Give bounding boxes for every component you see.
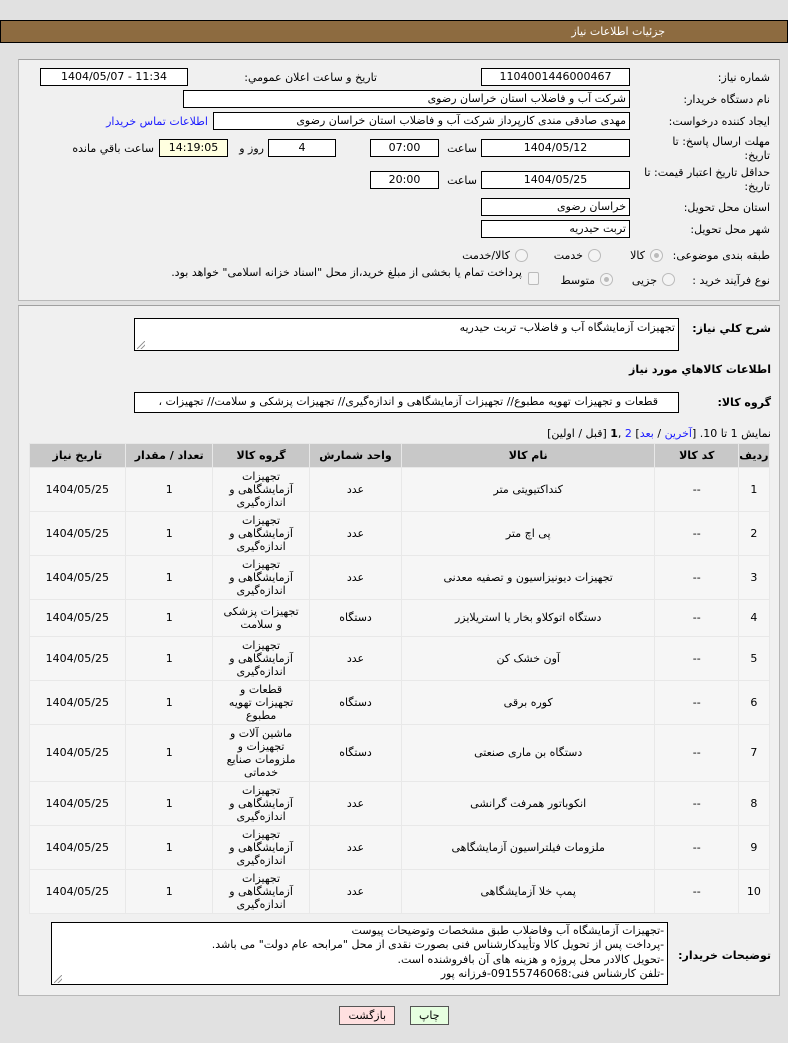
category-radio-service[interactable] bbox=[588, 249, 601, 262]
cell-row-number: 4 bbox=[739, 600, 768, 636]
cell-item-name: کوره برقی bbox=[402, 681, 654, 724]
cell-need-date: 1404/05/25 bbox=[30, 870, 126, 913]
deadline-date-field[interactable]: 1404/05/12 bbox=[481, 139, 630, 157]
cell-quantity: 1 bbox=[126, 637, 212, 680]
cell-need-date: 1404/05/25 bbox=[30, 512, 126, 555]
cell-item-code: -- bbox=[655, 600, 738, 636]
buyer-note-line: -تجهیزات آزمایشگاه آب وفاضلاب طبق مشخصات وتوضیحات پیوست bbox=[351, 923, 665, 937]
resize-grip-icon[interactable] bbox=[54, 975, 62, 983]
cell-item-group: تجهیزات آزمایشگاهی و اندازه‌گیری bbox=[213, 556, 309, 599]
column-header-item-name: نام کالا bbox=[402, 444, 654, 467]
deadline-time-label: ساعت bbox=[447, 142, 477, 155]
table-row[interactable] bbox=[30, 870, 769, 913]
table-row[interactable] bbox=[30, 556, 769, 599]
cell-item-group: تجهیزات آزمایشگاهی و اندازه‌گیری bbox=[213, 870, 309, 913]
days-label: روز و bbox=[239, 142, 264, 155]
cell-unit: دستگاه bbox=[310, 600, 401, 636]
cell-item-name: کنداکتیویتی متر bbox=[402, 468, 654, 511]
cell-row-number: 5 bbox=[739, 637, 768, 680]
buyer-contact-link[interactable]: اطلاعات تماس خریدار bbox=[106, 115, 208, 128]
category-option-service: خدمت bbox=[553, 249, 583, 262]
creator-label: ایجاد کننده درخواست: bbox=[668, 115, 770, 128]
cell-item-group: تجهیزات پزشکی و سلامت bbox=[213, 600, 309, 636]
cell-item-group: تجهیزات آزمایشگاهی و اندازه‌گیری bbox=[213, 468, 309, 511]
cell-quantity: 1 bbox=[126, 600, 212, 636]
goods-panel bbox=[18, 305, 780, 996]
validity-time-label: ساعت bbox=[447, 174, 477, 187]
back-button[interactable]: بازگشت bbox=[339, 1006, 395, 1025]
pagination-bracket: ] bbox=[631, 426, 640, 440]
process-option-medium: متوسط bbox=[560, 274, 595, 287]
deadline-time-field[interactable]: 07:00 bbox=[370, 139, 439, 157]
cell-need-date: 1404/05/25 bbox=[30, 782, 126, 825]
cell-need-date: 1404/05/25 bbox=[30, 468, 126, 511]
cell-need-date: 1404/05/25 bbox=[30, 826, 126, 869]
table-row[interactable] bbox=[30, 681, 769, 724]
pagination-range: نمایش 1 تا 10. [ bbox=[691, 426, 771, 440]
cell-quantity: 1 bbox=[126, 782, 212, 825]
cell-unit: عدد bbox=[310, 512, 401, 555]
page-header bbox=[0, 20, 788, 43]
pagination-comma: , bbox=[617, 426, 625, 440]
column-header-item-group: گروه کالا bbox=[213, 444, 309, 467]
cell-unit: عدد bbox=[310, 468, 401, 511]
cell-row-number: 1 bbox=[739, 468, 768, 511]
cell-row-number: 6 bbox=[739, 681, 768, 724]
creator-field[interactable]: مهدی صادقی مندی کارپرداز شرکت آب و فاضلاب استان خراسان رضوی bbox=[213, 112, 630, 130]
column-header-unit: واحد شمارش bbox=[310, 444, 401, 467]
announce-label: تاریخ و ساعت اعلان عمومي: bbox=[244, 71, 377, 84]
buyer-notes-textarea[interactable] bbox=[51, 922, 668, 985]
cell-item-group: ماشین آلات و تجهیزات و ملزومات صنایع خدماتی bbox=[213, 725, 309, 781]
cell-item-code: -- bbox=[655, 681, 738, 724]
cell-item-name: انکوباتور همرفت گرانشی bbox=[402, 782, 654, 825]
process-label: نوع فرآیند خرید : bbox=[692, 274, 770, 287]
time-remaining-label: ساعت باقي مانده bbox=[72, 142, 154, 155]
cell-need-date: 1404/05/25 bbox=[30, 600, 126, 636]
column-header-row-number: ردیف bbox=[739, 444, 768, 467]
cell-item-name: پمپ خلا آزمایشگاهی bbox=[402, 870, 654, 913]
time-remaining-field[interactable]: 14:19:05 bbox=[159, 139, 228, 157]
pagination bbox=[547, 427, 771, 440]
cell-unit: عدد bbox=[310, 637, 401, 680]
payment-note: پرداخت تمام یا بخشی از مبلغ خرید،از محل "اسناد خزانه اسلامی" خواهد بود. bbox=[171, 266, 522, 279]
cell-row-number: 8 bbox=[739, 782, 768, 825]
cell-item-group: قطعات و تجهیزات تهویه مطبوع bbox=[213, 681, 309, 724]
validity-date-field[interactable]: 1404/05/25 bbox=[481, 171, 630, 189]
goods-section-title: اطلاعات کالاهاي مورد نیاز bbox=[629, 363, 771, 376]
buyer-note-line: -پرداخت پس از تحویل کالا وتأییدکارشناس فنی بصورت نقدی از محل "مرابحه عام دولت" می باشد. bbox=[211, 938, 665, 951]
need-number-field[interactable]: 1104001446000467 bbox=[481, 68, 630, 86]
cell-item-code: -- bbox=[655, 870, 738, 913]
footer bbox=[0, 996, 788, 1043]
cell-item-code: -- bbox=[655, 637, 738, 680]
category-radio-goods[interactable] bbox=[650, 249, 663, 262]
cell-unit: عدد bbox=[310, 556, 401, 599]
buyer-notes-label: توضیحات خریدار: bbox=[678, 948, 771, 962]
cell-need-date: 1404/05/25 bbox=[30, 725, 126, 781]
table-row[interactable] bbox=[30, 826, 769, 869]
cell-unit: عدد bbox=[310, 826, 401, 869]
page-title: جزئیات اطلاعات نیاز bbox=[571, 25, 665, 38]
category-radio-both[interactable] bbox=[515, 249, 528, 262]
cell-row-number: 10 bbox=[739, 870, 768, 913]
table-row[interactable] bbox=[30, 468, 769, 511]
province-field[interactable]: خراسان رضوی bbox=[481, 198, 630, 216]
cell-item-name: پی اچ متر bbox=[402, 512, 654, 555]
cell-quantity: 1 bbox=[126, 512, 212, 555]
summary-label: شرح کلي نیاز: bbox=[692, 322, 771, 335]
cell-item-name: دستگاه اتوکلاو بخار یا استریلایزر bbox=[402, 600, 654, 636]
need-number-label: شماره نیاز: bbox=[717, 71, 770, 84]
cell-quantity: 1 bbox=[126, 725, 212, 781]
category-label: طبقه بندی موضوعی: bbox=[672, 249, 770, 262]
goods-table bbox=[29, 443, 770, 914]
pagination-page-2[interactable]: 2 bbox=[624, 426, 632, 440]
cell-item-group: تجهیزات آزمایشگاهی و اندازه‌گیری bbox=[213, 512, 309, 555]
table-row[interactable] bbox=[30, 637, 769, 680]
column-header-quantity: تعداد / مقدار bbox=[126, 444, 212, 467]
print-button[interactable]: چاپ bbox=[410, 1006, 449, 1025]
cell-quantity: 1 bbox=[126, 870, 212, 913]
cell-item-group: تجهیزات آزمایشگاهی و اندازه‌گیری bbox=[213, 637, 309, 680]
cell-quantity: 1 bbox=[126, 556, 212, 599]
resize-grip-icon[interactable] bbox=[137, 341, 145, 349]
cell-item-group: تجهیزات آزمایشگاهی و اندازه‌گیری bbox=[213, 782, 309, 825]
table-header-row bbox=[30, 444, 769, 467]
buyer-note-line: -تحویل کالادر محل پروژه و هزینه های آن بافروشنده است. bbox=[397, 952, 665, 966]
cell-need-date: 1404/05/25 bbox=[30, 637, 126, 680]
cell-need-date: 1404/05/25 bbox=[30, 681, 126, 724]
cell-item-code: -- bbox=[655, 512, 738, 555]
pagination-separator: / bbox=[653, 426, 665, 440]
cell-row-number: 3 bbox=[739, 556, 768, 599]
table-row[interactable] bbox=[30, 725, 769, 781]
process-radio-minor[interactable] bbox=[662, 273, 675, 286]
column-header-need-date: تاریخ نیاز bbox=[30, 444, 126, 467]
goods-group-field[interactable]: قطعات و تجهیزات تهویه مطبوع// تجهیزات آزمایشگاهی و اندازه‌گیری// تجهیزات پزشکی و سلامت// تجهیزات ، bbox=[134, 392, 679, 413]
city-field[interactable]: تربت حیدریه bbox=[481, 220, 630, 238]
buyer-field[interactable]: شرکت آب و فاضلاب استان خراسان رضوی bbox=[183, 90, 630, 108]
table-row[interactable] bbox=[30, 782, 769, 825]
cell-item-code: -- bbox=[655, 826, 738, 869]
cell-item-code: -- bbox=[655, 468, 738, 511]
process-option-minor: جزیی bbox=[631, 274, 657, 287]
cell-need-date: 1404/05/25 bbox=[30, 556, 126, 599]
province-label: استان محل تحویل: bbox=[683, 201, 770, 214]
cell-quantity: 1 bbox=[126, 826, 212, 869]
buyer-note-line: -تلفن کارشناس فنی:09155746068-فرزانه پور bbox=[440, 967, 665, 980]
cell-item-code: -- bbox=[655, 725, 738, 781]
city-label: شهر محل تحویل: bbox=[690, 223, 770, 236]
buyer-label: نام دستگاه خریدار: bbox=[683, 93, 770, 106]
pagination-last-link[interactable]: آخرین bbox=[664, 426, 692, 440]
cell-quantity: 1 bbox=[126, 681, 212, 724]
cell-unit: دستگاه bbox=[310, 725, 401, 781]
pagination-prev-first: [قبل / اولین] bbox=[547, 426, 611, 440]
pagination-page-1: 1 bbox=[610, 426, 618, 440]
cell-item-code: -- bbox=[655, 556, 738, 599]
column-header-item-code: کد کالا bbox=[655, 444, 738, 467]
summary-textarea[interactable] bbox=[134, 318, 679, 351]
summary-text: تجهیزات آزمایشگاه آب و فاضلاب- تربت حیدریه bbox=[459, 321, 675, 334]
cell-row-number: 2 bbox=[739, 512, 768, 555]
validity-label: حداقل تاریخ اعتبار قیمت: تا تاریخ: bbox=[644, 166, 770, 193]
table-row[interactable] bbox=[30, 600, 769, 636]
cell-item-code: -- bbox=[655, 782, 738, 825]
goods-group-label: گروه کالا: bbox=[717, 396, 771, 409]
cell-row-number: 9 bbox=[739, 826, 768, 869]
days-remaining-field[interactable]: 4 bbox=[268, 139, 336, 157]
cell-unit: دستگاه bbox=[310, 681, 401, 724]
cell-quantity: 1 bbox=[126, 468, 212, 511]
table-row[interactable] bbox=[30, 512, 769, 555]
cell-item-name: آون خشک کن bbox=[402, 637, 654, 680]
islamic-treasury-checkbox[interactable] bbox=[528, 272, 539, 285]
cell-row-number: 7 bbox=[739, 725, 768, 781]
process-radio-medium[interactable] bbox=[600, 273, 613, 286]
cell-item-group: تجهیزات آزمایشگاهی و اندازه‌گیری bbox=[213, 826, 309, 869]
deadline-label: مهلت ارسال پاسخ: تا تاریخ: bbox=[672, 135, 770, 162]
pagination-next-link[interactable]: بعد bbox=[639, 426, 654, 440]
validity-time-field[interactable]: 20:00 bbox=[370, 171, 439, 189]
category-option-both: کالا/خدمت bbox=[462, 249, 510, 262]
cell-unit: عدد bbox=[310, 782, 401, 825]
category-option-goods: کالا bbox=[630, 249, 645, 262]
cell-item-name: تجهیزات دیونیزاسیون و تصفیه معدنی bbox=[402, 556, 654, 599]
cell-item-name: ملزومات فیلتراسیون آزمایشگاهی bbox=[402, 826, 654, 869]
cell-unit: عدد bbox=[310, 870, 401, 913]
cell-item-name: دستگاه بن ماری صنعتی bbox=[402, 725, 654, 781]
announce-field[interactable]: 1404/05/07 - 11:34 bbox=[40, 68, 188, 86]
